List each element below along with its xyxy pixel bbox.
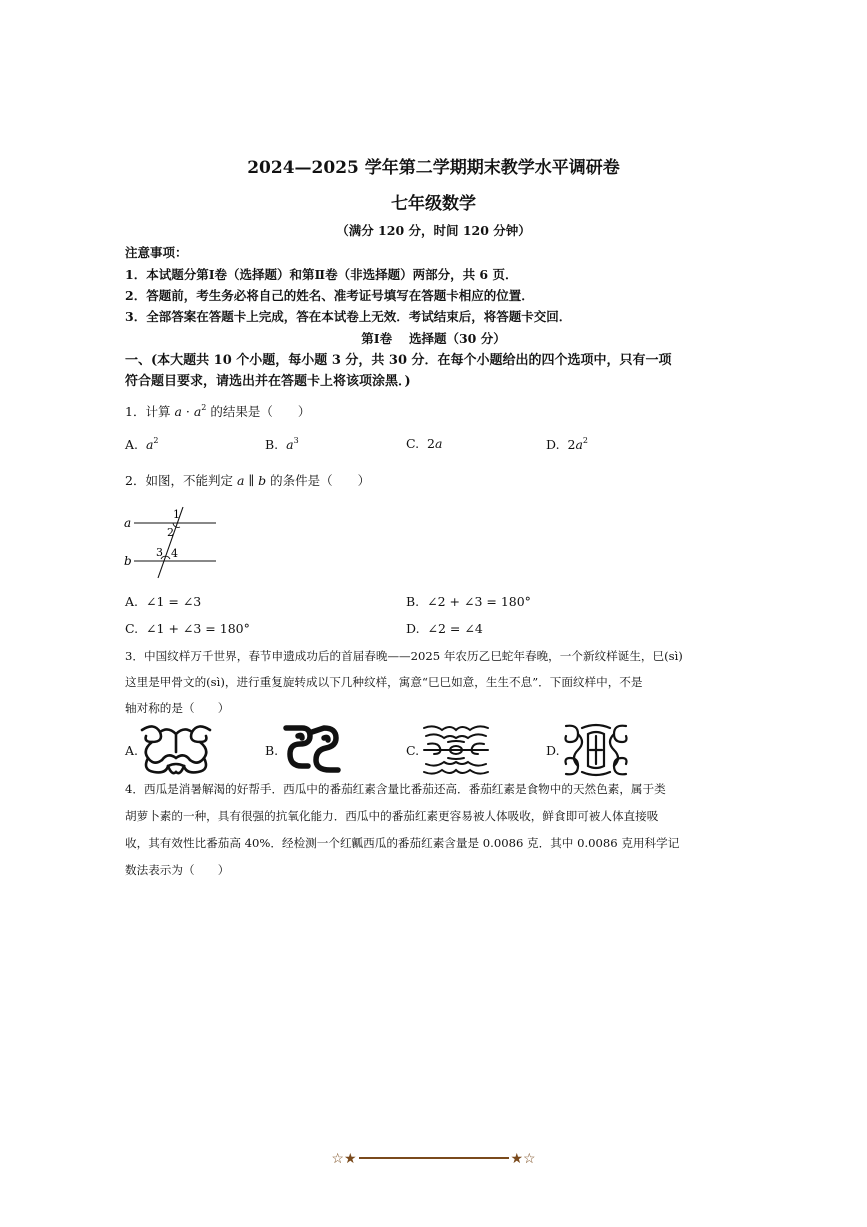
label-angle-4: 4 (171, 547, 178, 560)
q3-line1: 3．中国纹样万千世界，春节申遗成功后的首届春晚——2025 年农历乙巳蛇年春晚，一个新纹样诞生，巳(sì) (125, 649, 683, 663)
q2-option-c[interactable] (125, 621, 250, 636)
label-angle-3: 3 (156, 546, 163, 559)
option-label: C. (406, 436, 420, 451)
q1-option-b[interactable] (265, 436, 299, 452)
q1-stem-prefix: 1．计算 (125, 404, 171, 419)
option-label: B. (265, 437, 279, 452)
q1-expr-exp: 2 (201, 403, 207, 412)
pattern-a-icon[interactable] (138, 722, 214, 778)
option-label: D. (406, 621, 420, 636)
q3-option-a-label[interactable]: A. (125, 743, 139, 758)
q3-line3: 轴对称的是（ ） (125, 701, 230, 715)
q2-option-a[interactable] (125, 594, 201, 609)
option-base: a (145, 437, 154, 452)
notice-heading: 注意事项： (125, 245, 188, 260)
pattern-b-icon[interactable] (280, 722, 342, 776)
q4-line1: 4．西瓜是消暑解渴的好帮手．西瓜中的番茄红素含量比番茄还高．番茄红素是食物中的天然色素，属于类 (125, 782, 666, 796)
label-a: a (124, 516, 132, 530)
option-exp: 2 (582, 436, 589, 445)
option-text: ∠2 + ∠3 = 180° (427, 594, 531, 609)
option-base: a (286, 437, 294, 452)
exam-subtitle: 七年级数学 (391, 194, 476, 214)
q3-option-c-label[interactable]: C. (406, 743, 420, 758)
q3-option-d-label[interactable]: D. (546, 743, 560, 758)
option-base: a (575, 437, 583, 452)
q2-stem-prefix: 2．如图，不能判定 (125, 473, 233, 488)
footer-divider (359, 1157, 509, 1159)
label-angle-2: 2 (167, 526, 174, 539)
q1-expr-b: a (193, 404, 202, 419)
option-coef: 2 (567, 437, 576, 452)
q1-option-d[interactable] (546, 436, 588, 452)
q2-stem (125, 471, 370, 489)
option-text: ∠2 = ∠4 (427, 621, 483, 636)
footer-stars-right: ★☆ (510, 1151, 536, 1167)
q2-option-d[interactable] (406, 621, 483, 636)
q1-expr-dot: · (185, 404, 190, 419)
footer-stars-left: ☆★ (331, 1151, 357, 1167)
section-title: 第Ⅰ卷 选择题（30 分） (361, 331, 506, 346)
q1-stem-suffix: 的结果是（ ） (210, 404, 311, 419)
option-text: ∠1 + ∠3 = 180° (146, 621, 250, 636)
notice-item-3: 3．全部答案在答题卡上完成，答在本试卷上无效．考试结束后，将答题卡交回． (125, 309, 572, 324)
option-text: ∠1 = ∠3 (145, 594, 202, 609)
notice-item-2: 2．答题前，考生务必将自己的姓名、准考证号填写在答题卡相应的位置． (125, 288, 534, 303)
option-label: D. (546, 437, 560, 452)
q1-expr-a: a (174, 404, 182, 419)
q2-stem-suffix: 的条件是（ ） (270, 473, 371, 488)
q4-line4: 数法表示为（ ） (125, 863, 230, 877)
option-label: C. (125, 621, 139, 636)
pattern-c-icon[interactable] (420, 722, 492, 778)
exam-title: 2024—2025 学年第二学期期末教学水平调研卷 (247, 158, 620, 178)
q3-line2: 这里是甲骨文的(sì)，进行重复旋转成以下几种纹样，寓意“巳巳如意，生生不息”．下面纹样中，不是 (125, 675, 643, 689)
q3-option-b-label[interactable]: B. (265, 743, 279, 758)
q2-option-b[interactable] (406, 594, 531, 609)
option-label: A. (125, 594, 139, 609)
q4-line3: 收，其有效性比番茄高 40%．经检测一个红瓤西瓜的番茄红素含量是 0.0086 克．其中 0.0086 克用科学记 (125, 836, 680, 850)
option-exp: 2 (153, 436, 159, 445)
q1-option-a[interactable] (125, 436, 159, 452)
option-coef: 2 (427, 436, 435, 451)
pattern-d-icon[interactable] (560, 722, 632, 778)
label-b: b (124, 554, 132, 568)
q1-stem (125, 402, 310, 420)
label-angle-1: 1 (173, 508, 180, 521)
option-base: a (435, 436, 443, 451)
section-intro-line2: 符合题目要求，请选出并在答题卡上将该项涂黑．) (125, 374, 411, 389)
option-label: A. (125, 437, 139, 452)
section-intro-line1: 一、(本大题共 10 个小题，每小题 3 分，共 30 分．在每个小题给出的四个选项中，只有一项 (125, 353, 672, 368)
exam-meta: （满分 120 分，时间 120 分钟） (336, 223, 531, 238)
q4-line2: 胡萝卜素的一种，具有很强的抗氧化能力．西瓜中的番茄红素更容易被人体吸收，鲜食即可被人体直接吸 (125, 809, 659, 823)
q2-stem-expr: a ∥ b (236, 473, 267, 488)
option-exp: 3 (293, 436, 299, 445)
notice-item-1: 1．本试题分第Ⅰ卷（选择题）和第Ⅱ卷（非选择题）两部分，共 6 页． (125, 267, 518, 282)
parallel-lines-figure (120, 502, 225, 582)
option-label: B. (406, 594, 420, 609)
q1-option-c[interactable] (406, 436, 442, 451)
page-footer-ornament (0, 1151, 867, 1167)
